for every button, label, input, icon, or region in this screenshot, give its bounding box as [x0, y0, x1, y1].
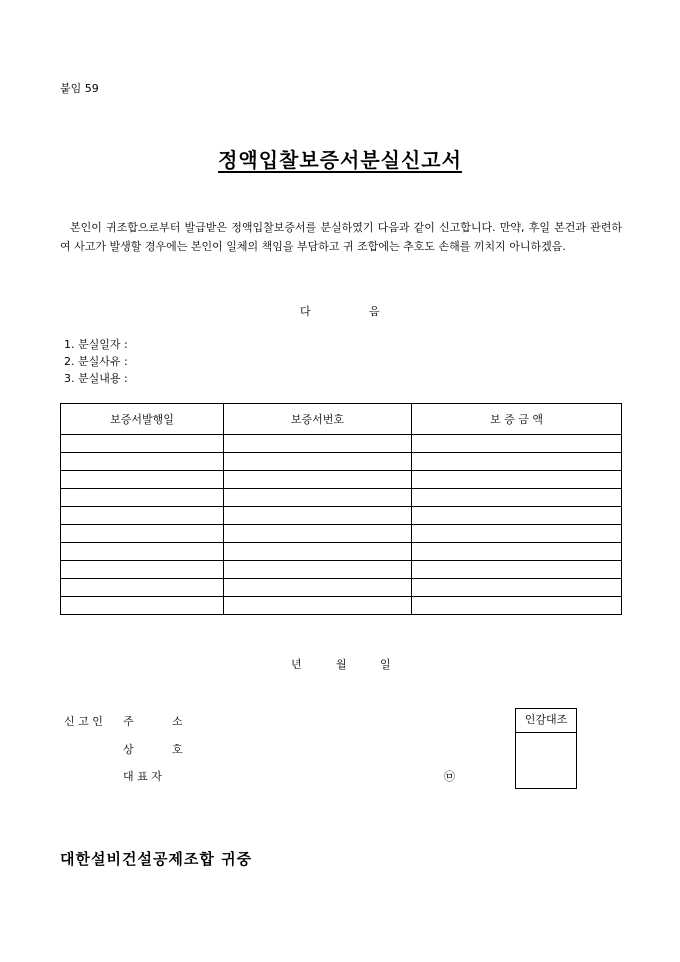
table-cell[interactable] — [412, 453, 622, 471]
table-cell[interactable] — [61, 435, 224, 453]
table-row — [61, 453, 622, 471]
table-cell[interactable] — [412, 435, 622, 453]
reporter-label: 신 고 인 — [64, 715, 103, 728]
table-cell[interactable] — [224, 561, 412, 579]
table-cell[interactable] — [224, 543, 412, 561]
address-label-first: 주 — [123, 715, 134, 728]
table-cell[interactable] — [61, 453, 224, 471]
table-row — [61, 507, 622, 525]
table-cell[interactable] — [412, 597, 622, 615]
table-row — [61, 471, 622, 489]
date-month-label: 월 — [336, 658, 347, 671]
table-cell[interactable] — [412, 543, 622, 561]
item-loss-date: 1. 분실일자 : — [64, 338, 128, 351]
column-header-certificate-number: 보증서번호 — [224, 404, 412, 435]
seal-comparison-label: 인감대조 — [516, 709, 576, 733]
table-cell[interactable] — [61, 597, 224, 615]
table-cell[interactable] — [412, 579, 622, 597]
address-label-second: 소 — [172, 715, 183, 728]
table-row — [61, 489, 622, 507]
column-header-guarantee-amount: 보 증 금 액 — [412, 404, 622, 435]
appendix-number: 붙임 59 — [60, 82, 99, 95]
document-title — [0, 144, 680, 173]
representative-label: 대 표 자 — [123, 770, 162, 783]
table-cell[interactable] — [412, 561, 622, 579]
table-row — [61, 435, 622, 453]
table-cell[interactable] — [412, 525, 622, 543]
table-cell[interactable] — [61, 561, 224, 579]
seal-mark: ㉤ — [444, 770, 455, 783]
declaration-paragraph: 본인이 귀조합으로부터 발급받은 정액입찰보증서를 분실하였기 다음과 같이 신고합니다. 만약, 후일 본건과 관련하여 사고가 발생할 경우에는 본인이 일체의 책임을 부담하고 귀 조합에는 추호도 손해를 끼치지 아니하겠음. — [60, 221, 622, 253]
guarantee-table — [60, 403, 622, 615]
table-cell[interactable] — [224, 489, 412, 507]
company-label-second: 호 — [172, 743, 183, 756]
table-cell[interactable] — [224, 471, 412, 489]
table-cell[interactable] — [412, 489, 622, 507]
table-cell[interactable] — [224, 525, 412, 543]
section-heading-left: 다 — [300, 305, 311, 318]
date-year-label: 년 — [291, 658, 302, 671]
column-header-issue-date: 보증서발행일 — [61, 404, 224, 435]
company-label-first: 상 — [123, 743, 134, 756]
table-cell[interactable] — [61, 507, 224, 525]
table-cell[interactable] — [412, 507, 622, 525]
table-header-row — [61, 404, 622, 435]
document-title-text: 정액입찰보증서분실신고서 — [218, 148, 462, 172]
table-cell[interactable] — [224, 507, 412, 525]
item-loss-reason: 2. 분실사유 : — [64, 355, 128, 368]
table-cell[interactable] — [61, 579, 224, 597]
table-row — [61, 561, 622, 579]
table-cell[interactable] — [224, 435, 412, 453]
table-cell[interactable] — [224, 453, 412, 471]
table-cell[interactable] — [412, 471, 622, 489]
table-row — [61, 597, 622, 615]
table-cell[interactable] — [61, 525, 224, 543]
seal-comparison-box — [515, 708, 577, 789]
recipient-footer: 대한설비건설공제조합 귀중 — [60, 850, 253, 868]
table-cell[interactable] — [224, 579, 412, 597]
item-loss-details: 3. 분실내용 : — [64, 372, 128, 385]
table-row — [61, 579, 622, 597]
table-cell[interactable] — [61, 489, 224, 507]
table-cell[interactable] — [224, 597, 412, 615]
table-cell[interactable] — [61, 543, 224, 561]
table-row — [61, 543, 622, 561]
table-row — [61, 525, 622, 543]
section-heading-right: 음 — [369, 305, 380, 318]
date-day-label: 일 — [380, 658, 391, 671]
table-cell[interactable] — [61, 471, 224, 489]
